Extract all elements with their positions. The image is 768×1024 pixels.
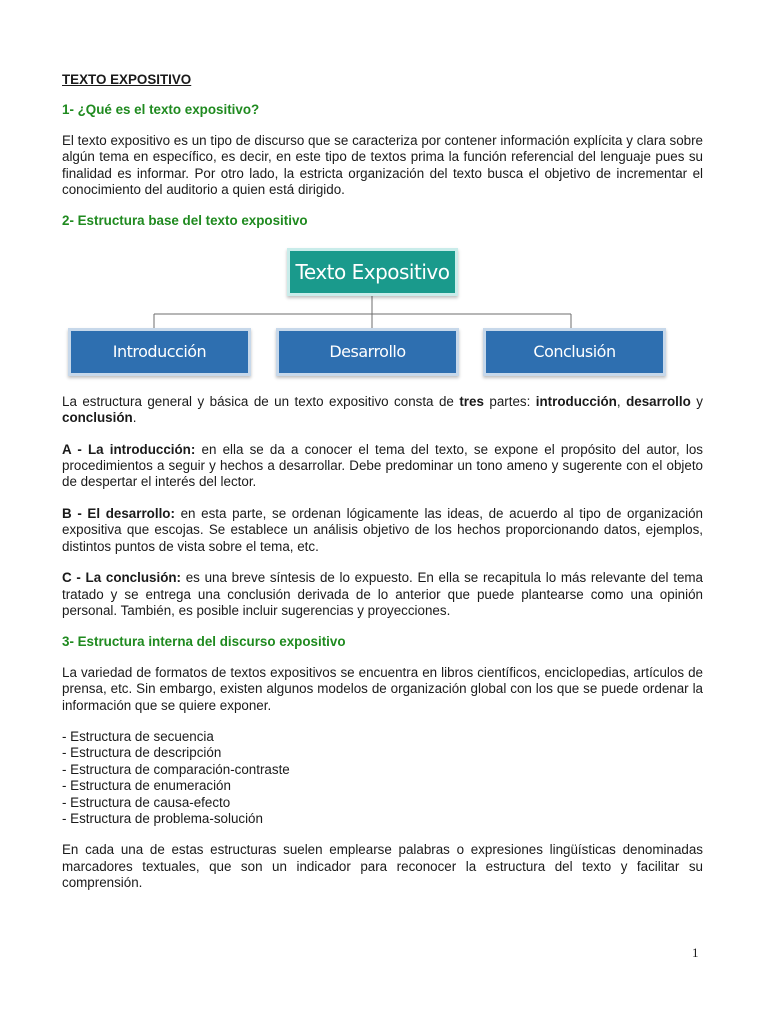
structure-list [62, 729, 703, 827]
intro-sep-1: , [616, 393, 627, 409]
list-item: - Estructura de comparación-contraste [62, 761, 290, 777]
closing-paragraph: En cada una de estas estructuras suelen emplearse palabras o expresiones lingüísticas denominadas marcadores textuales, que son un indicador para reconocer la estructura del texto y facilitar su comprensión. [62, 842, 703, 891]
diagram-box-introduccion: Introducción [68, 328, 251, 376]
list-item: - Estructura de descripción [62, 745, 222, 761]
intro-bold-introduccion: introducción [535, 393, 617, 409]
item-introduccion-text: en ella se da a conocer el tema del texto, se expone el propósito del autor, los procedimientos a seguir y hechos a desarrollar. Debe predominar un tono ameno y sugerente con el objeto de despertar el interés del lector. [62, 441, 703, 490]
item-introduccion [62, 442, 703, 491]
item-desarrollo [62, 506, 703, 555]
item-conclusion-lead: C - La conclusión: [62, 570, 182, 586]
section-3-paragraph: La variedad de formatos de textos expositivos se encuentra en libros científicos, enciclopedias, artículos de prensa, etc. Sin embargo, existen algunos modelos de organización global con los que se puede ordenar la información que se quiere exponer. [62, 664, 703, 713]
document-page [62, 72, 703, 907]
page-number: 1 [692, 945, 699, 960]
intro-bold-tres: tres [459, 393, 484, 409]
item-desarrollo-lead: B - El desarrollo: [62, 505, 175, 521]
intro-text-end: . [132, 410, 137, 426]
structure-diagram [62, 244, 703, 384]
section-3-heading: 3- Estructura interna del discurso expositivo [62, 634, 346, 650]
list-item: - Estructura de secuencia [62, 728, 214, 744]
intro-bold-conclusion: conclusión [62, 410, 133, 426]
diagram-root-box: Texto Expositivo [287, 248, 458, 296]
diagram-box-desarrollo: Desarrollo [276, 328, 459, 376]
item-conclusion [62, 570, 703, 619]
list-item: - Estructura de enumeración [62, 778, 231, 794]
section-1-heading: 1- ¿Qué es el texto expositivo? [62, 102, 260, 118]
intro-sep-2: y [690, 393, 703, 409]
section-2-heading: 2- Estructura base del texto expositivo [62, 213, 308, 229]
structure-intro-paragraph [62, 394, 703, 427]
item-conclusion-text: es una breve síntesis de lo expuesto. En ella se recapitula lo más relevante del tema tratado y se entrega una conclusión derivada de lo anterior que puede plantearse como una opinión personal. También, es posible incluir sugerencias y proyecciones. [62, 570, 703, 618]
intro-text-mid: partes: [483, 393, 536, 409]
list-item: - Estructura de problema-solución [62, 810, 263, 826]
section-1-paragraph: El texto expositivo es un tipo de discurso que se caracteriza por contener información explícita y clara sobre algún tema en específico, es decir, en este tipo de textos prima la función referencial del lenguaje pues su finalidad es informar. Por otro lado, la estricta organización del texto busca el objetivo de incrementar el conocimiento del auditorio a quien está dirigido. [62, 132, 703, 198]
document-title: TEXTO EXPOSITIVO [62, 72, 192, 87]
list-item: - Estructura de causa-efecto [62, 794, 231, 810]
intro-text-pre: La estructura general y básica de un texto expositivo consta de [62, 393, 460, 409]
item-introduccion-lead: A - La introducción: [62, 441, 196, 457]
intro-bold-desarrollo: desarrollo [626, 393, 691, 409]
item-desarrollo-text: en esta parte, se ordenan lógicamente las ideas, de acuerdo al tipo de organización expositiva que escojas. Se establece un análisis objetivo de los hechos proporcionando datos, ejemplos, distintos puntos de vista sobre el tema, etc. [62, 505, 703, 554]
diagram-box-conclusion: Conclusión [483, 328, 666, 376]
